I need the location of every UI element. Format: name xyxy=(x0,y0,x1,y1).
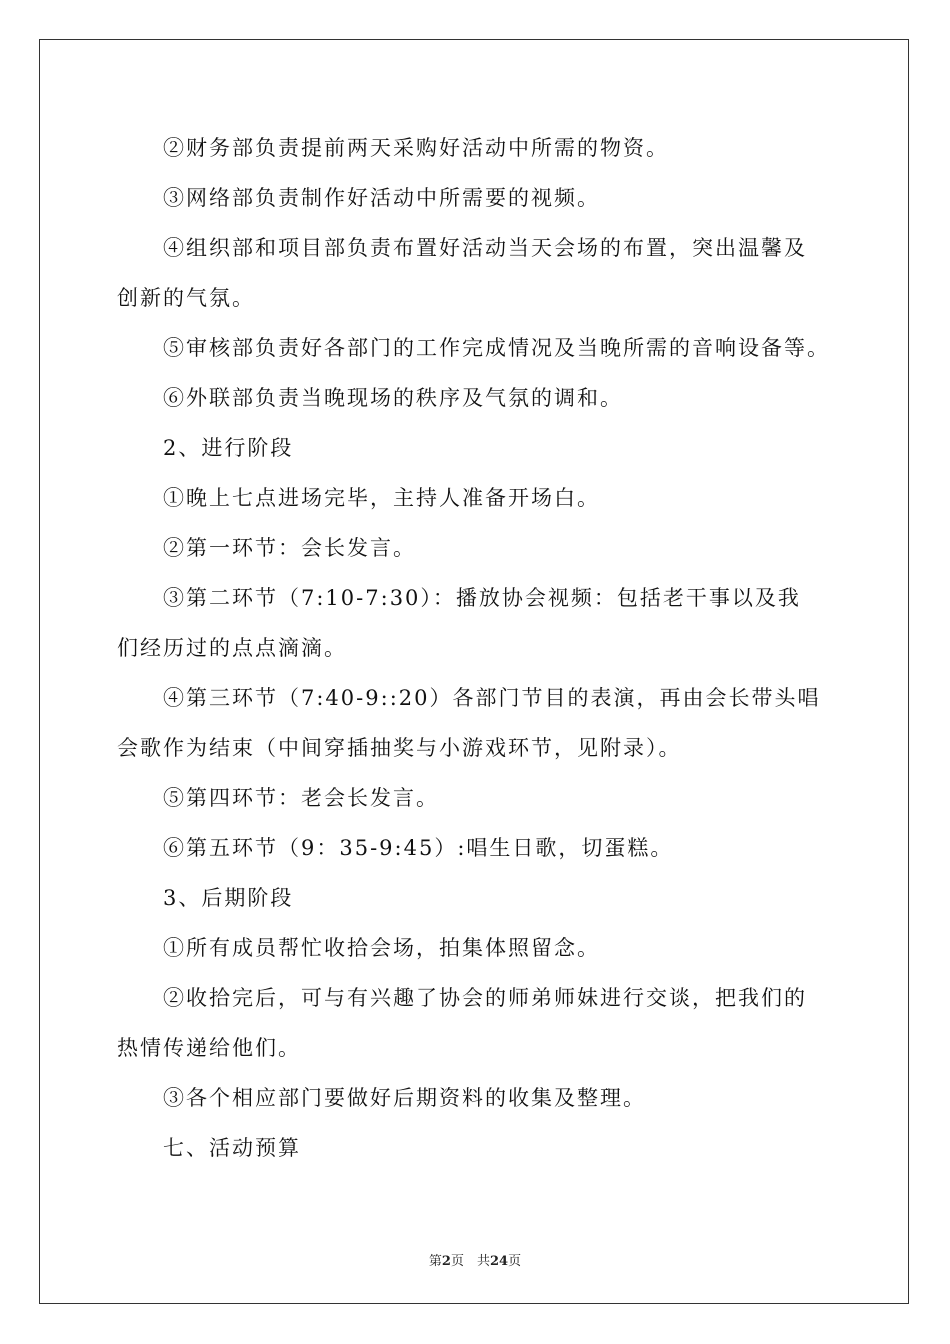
text-line: ①所有成员帮忙收拾会场，拍集体照留念。 xyxy=(163,936,600,960)
text-line: ②收拾完后，可与有兴趣了协会的师弟师妹进行交谈，把我们的 xyxy=(163,986,807,1010)
footer-total-pages: 24 xyxy=(489,1254,509,1269)
text-line: ①晚上七点进场完毕，主持人准备开场白。 xyxy=(163,486,600,510)
footer-page-number: 2 xyxy=(441,1254,451,1269)
text-line: ③第二环节（7:10-7:30）：播放协会视频：包括老干事以及我 xyxy=(163,586,801,610)
text-line: ⑥外联部负责当晚现场的秩序及气氛的调和。 xyxy=(163,386,623,410)
text-line: 热情传递给他们。 xyxy=(117,1036,301,1060)
footer-suffix: 页 xyxy=(508,1254,522,1269)
text-line: 七、活动预算 xyxy=(163,1136,301,1160)
text-line: 2、进行阶段 xyxy=(163,436,294,460)
page-footer xyxy=(0,1250,950,1269)
text-line: 创新的气氛。 xyxy=(117,286,255,310)
text-line: 会歌作为结束（中间穿插抽奖与小游戏环节，见附录）。 xyxy=(117,736,682,760)
text-line: ③网络部负责制作好活动中所需要的视频。 xyxy=(163,186,600,210)
text-line: 3、后期阶段 xyxy=(163,886,294,910)
text-line: ⑥第五环节（9：35-9:45）:唱生日歌，切蛋糕。 xyxy=(163,836,674,860)
text-line: ④第三环节（7:40-9::20）各部门节目的表演，再由会长带头唱 xyxy=(163,686,821,710)
text-line: ②财务部负责提前两天采购好活动中所需的物资。 xyxy=(163,136,669,160)
text-line: ⑤审核部负责好各部门的工作完成情况及当晚所需的音响设备等。 xyxy=(163,336,830,360)
text-line: ③各个相应部门要做好后期资料的收集及整理。 xyxy=(163,1086,646,1110)
footer-mid: 页 共 xyxy=(450,1254,490,1269)
text-line: 们经历过的点点滴滴。 xyxy=(117,636,347,660)
text-line: ②第一环节：会长发言。 xyxy=(163,536,416,560)
text-line: ⑤第四环节：老会长发言。 xyxy=(163,786,439,810)
footer-prefix: 第 xyxy=(428,1254,442,1269)
document-body xyxy=(117,123,837,1173)
text-line: ④组织部和项目部负责布置好活动当天会场的布置，突出温馨及 xyxy=(163,236,807,260)
